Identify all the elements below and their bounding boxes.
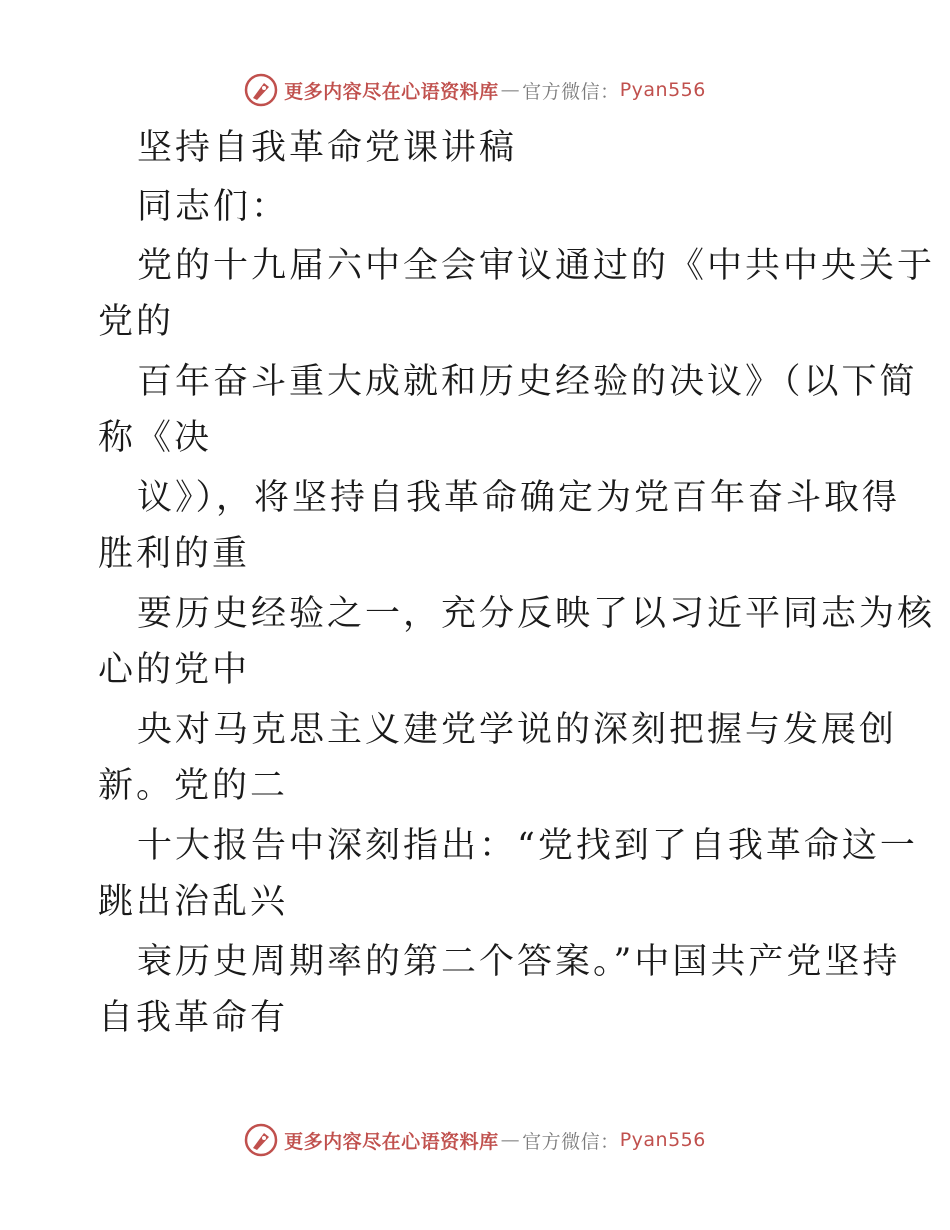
pen-nib-logo-icon [244,1123,278,1157]
watermark-wechat-id: Pyan556 [619,79,706,101]
watermark-separator: — [500,1129,521,1151]
text-line: 十大报告中深刻指出：“党找到了自我革命这一 [137,826,918,866]
text-line: 党的十九届六中全会审议通过的《中共中央关于 [137,246,936,286]
watermark-wechat-label: 官方微信： [522,1130,620,1153]
text-line: 百年奋斗重大成就和历史经验的决议》（以下简 [137,362,918,402]
text-line: 胜利的重 [98,534,251,574]
footer-watermark [0,1120,950,1160]
watermark-brand: 更多内容尽在心语资料库 [284,1130,499,1153]
salutation: 同志们： [137,187,290,227]
watermark-wechat-label: 官方微信： [522,80,620,103]
text-line: 党的 [98,302,175,342]
text-line: 心的党中 [98,650,251,690]
text-line: 跳出治乱兴 [98,882,289,922]
text-line: 要历史经验之一，充分反映了以习近平同志为核 [137,594,936,634]
text-line: 衰历史周期率的第二个答案。”中国共产党坚持 [137,942,901,982]
text-line: 称《决 [98,418,213,458]
text-line: 央对马克思主义建党学说的深刻把握与发展创 [137,710,898,750]
header-watermark [0,70,950,110]
text-line: 自我革命有 [98,998,289,1038]
document-title: 坚持自我革命党课讲稿 [137,128,518,168]
pen-nib-logo-icon [244,73,278,107]
watermark-separator: — [500,79,521,101]
text-line: 新。党的二 [98,766,289,806]
watermark-wechat-id: Pyan556 [619,1129,706,1151]
watermark-brand: 更多内容尽在心语资料库 [284,80,499,103]
text-line: 议》），将坚持自我革命确定为党百年奋斗取得 [137,478,901,518]
